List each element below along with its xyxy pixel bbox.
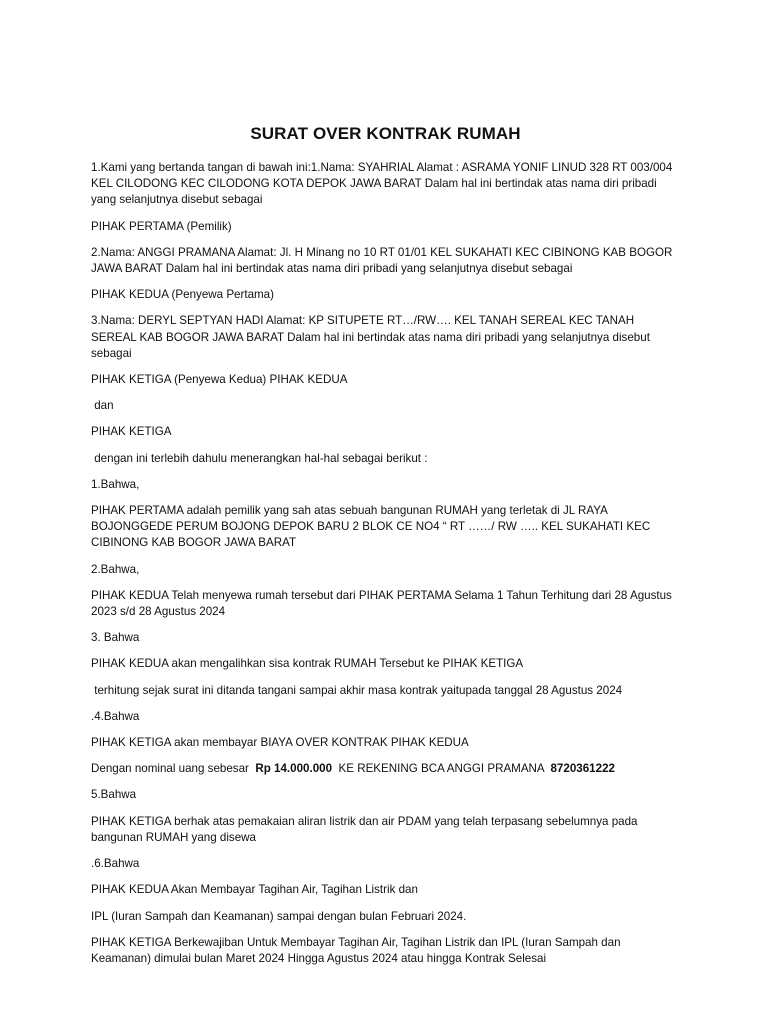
clause-3-heading: 3. Bahwa — [91, 631, 140, 645]
clause-6-ipl: IPL (Iuran Sampah dan Keamanan) sampai dengan bulan Februari 2024. — [91, 909, 467, 923]
party-two-label: PIHAK KEDUA (Penyewa Pertama) — [91, 288, 274, 302]
party-three-intro: 3.Nama: DERYL SEPTYAN HADI Alamat: KP SITUPETE RT…/RW…. KEL TANAH SEREAL KEC TANAH SEREAL KAB BOGOR JAWA BARAT Dalam hal ini bertindak atas nama diri pribadi yang selanjutnya disebut sebagai — [91, 314, 650, 360]
payment-amount: Rp 14.000.000 — [255, 762, 333, 776]
party-three-label: PIHAK KETIGA (Penyewa Kedua) PIHAK KEDUA — [91, 373, 348, 387]
clause-6-heading: .6.Bahwa — [91, 857, 140, 871]
clause-6-obligation: PIHAK KETIGA Berkewajiban Untuk Membayar Tagihan Air, Tagihan Listrik dan IPL (Iuran Sampah dan Keamanan) dimulai bulan Maret 2024 Hingga Agustus 2024 atau hingga Kontrak Selesai — [91, 935, 621, 965]
statement-intro: dengan ini terlebih dahulu menerangkan hal-hal sebagai berikut : — [91, 451, 428, 465]
clause-3-text: PIHAK KEDUA akan mengalihkan sisa kontrak RUMAH Tersebut ke PIHAK KETIGA — [91, 657, 524, 671]
payment-bank: KE REKENING BCA ANGGI PRAMANA — [332, 762, 551, 776]
clause-3-text-continued: terhitung sejak surat ini ditanda tangani sampai akhir masa kontrak yaitupada tanggal 28 Agustus 2024 — [91, 683, 623, 697]
payment-prefix: Dengan nominal uang sebesar — [91, 762, 256, 776]
payment-line — [91, 761, 680, 777]
clause-4-heading: .4.Bahwa — [91, 709, 140, 723]
clause-2-text: PIHAK KEDUA Telah menyewa rumah tersebut dari PIHAK PERTAMA Selama 1 Tahun Terhitung dari 28 Agustus 2023 s/d 28 Agustus 2024 — [91, 588, 672, 619]
clause-1-heading: 1.Bahwa, — [91, 477, 140, 491]
party-two-intro: 2.Nama: ANGGI PRAMANA Alamat: Jl. H Minang no 10 RT 01/01 KEL SUKAHATI KEC CIBINONG KAB BOGOR JAWA BARAT Dalam hal ini bertindak atas nama diri pribadi yang selanjutnya disebut sebagai — [91, 245, 673, 276]
account-number: 8720361222 — [550, 762, 615, 776]
clause-1-text: PIHAK PERTAMA adalah pemilik yang sah atas sebuah bangunan RUMAH yang terletak di JL RAYA BOJONGGEDE PERUM BOJONG DEPOK BARU 2 BLOK CE NO4 “ RT ……/ RW ….. KEL SUKAHATI KEC CIBINONG KAB BOGOR JAWA BARAT — [91, 504, 651, 550]
document-title: SURAT OVER KONTRAK RUMAH — [250, 124, 521, 143]
clause-4-text: PIHAK KETIGA akan membayar BIAYA OVER KONTRAK PIHAK KEDUA — [91, 736, 469, 750]
party-one-intro: 1.Kami yang bertanda tangan di bawah ini:1.Nama: SYAHRIAL Alamat : ASRAMA YONIF LINUD 328 RT 003/004 KEL CILODONG KEC CILODONG KOTA DEPOK JAWA BARAT Dalam hal ini bertindak atas nama diri pribadi yang selanjutnya disebut sebagai — [91, 161, 673, 207]
party-three-ref: PIHAK KETIGA — [91, 425, 172, 439]
party-one-label: PIHAK PERTAMA (Pemilik) — [91, 219, 232, 233]
clause-5-heading: 5.Bahwa — [91, 788, 137, 802]
clause-2-heading: 2.Bahwa, — [91, 562, 140, 576]
clause-5-text: PIHAK KETIGA berhak atas pemakaian aliran listrik dan air PDAM yang telah terpasang sebelumnya pada bangunan RUMAH yang disewa — [91, 814, 638, 844]
clause-6-text: PIHAK KEDUA Akan Membayar Tagihan Air, Tagihan Listrik dan — [91, 883, 418, 897]
conjunction-dan: dan — [91, 399, 114, 413]
